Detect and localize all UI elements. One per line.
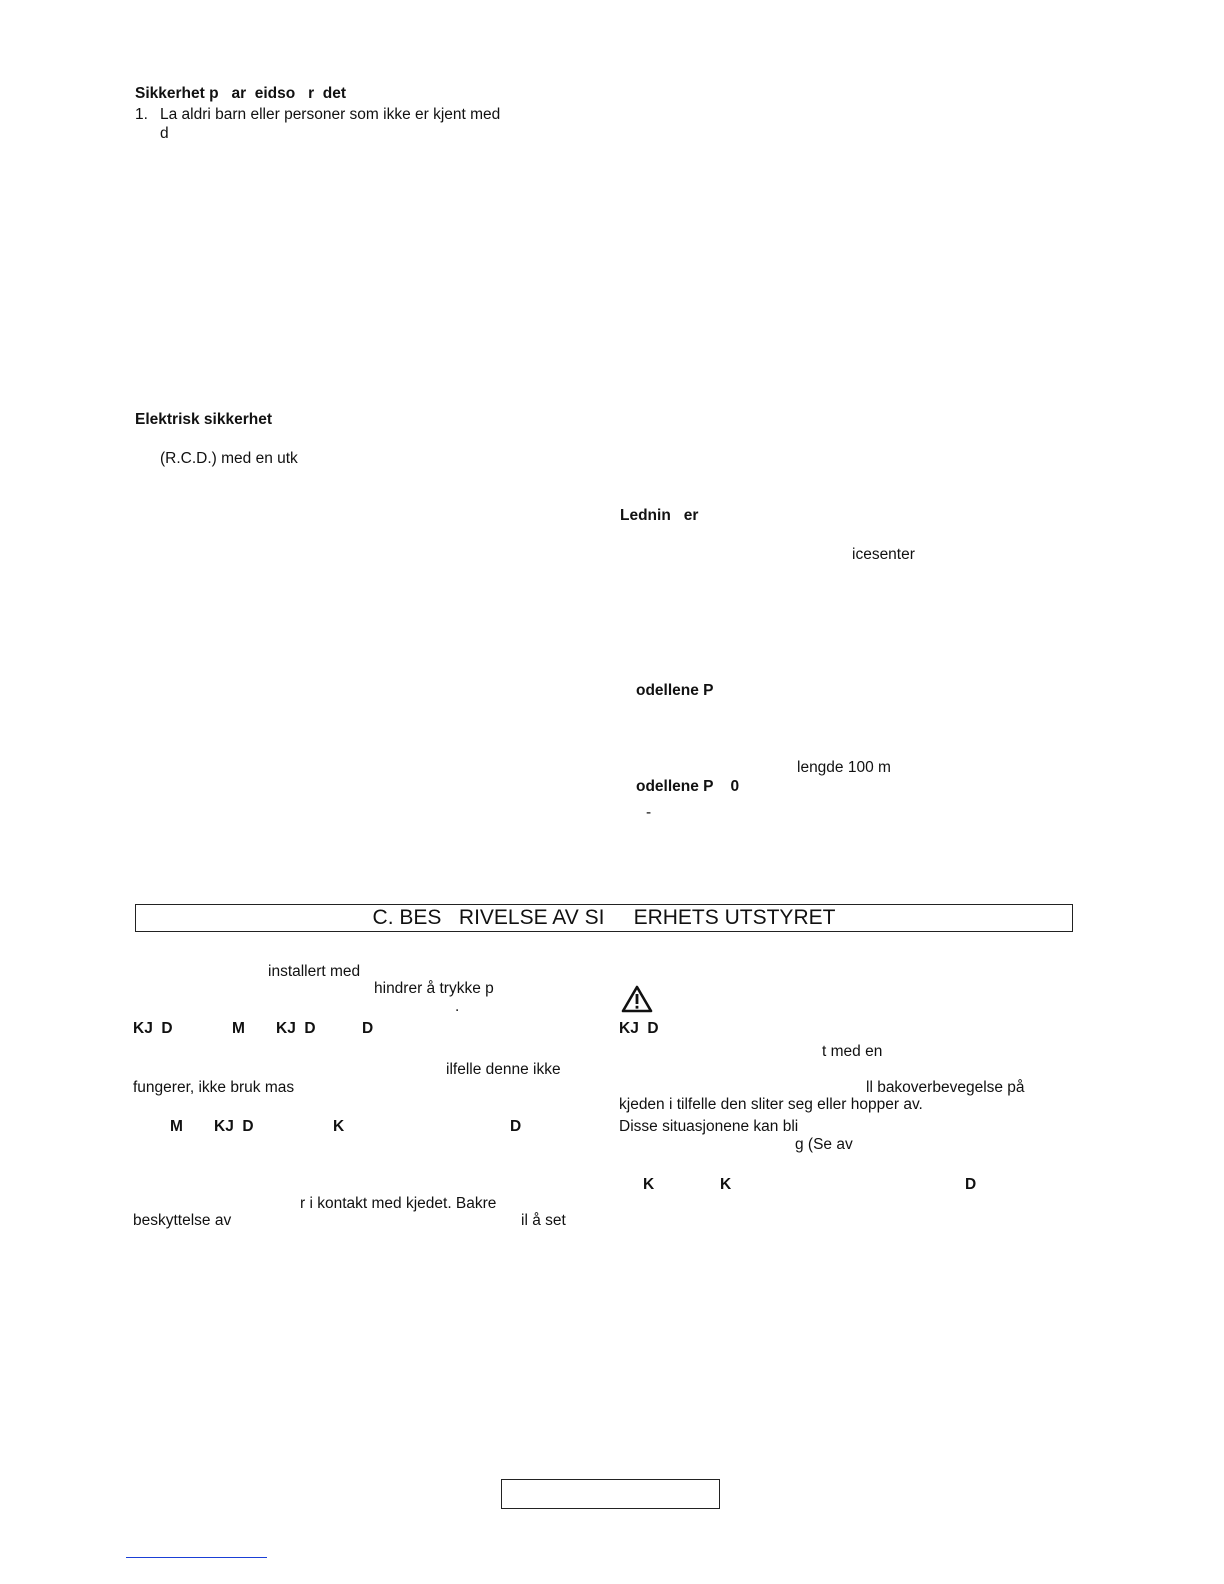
list-item-1-line-2: d [160, 125, 169, 142]
body-left-label-k-1: K [333, 1118, 345, 1135]
body-right-label-d: D [965, 1176, 977, 1193]
body-right-line-6: g (Se av [795, 1136, 853, 1153]
body-left-label-kjd-1: KJ D [133, 1020, 173, 1037]
cord-length-text: lengde 100 m [797, 759, 891, 776]
list-item-1-line-1: La aldri barn eller personer som ikke er kjent med [160, 106, 501, 123]
heading-electrical-safety: Elektrisk sikkerhet [135, 411, 273, 428]
heading-cords: Lednin er [620, 507, 699, 524]
body-left-line-9b: il å set [521, 1212, 566, 1229]
body-left-label-kjd-3: KJ D [214, 1118, 254, 1135]
body-left-line-1: installert med [268, 963, 361, 980]
footer-link-line[interactable] [126, 1557, 267, 1558]
body-left-line-5: ilfelle denne ikke [446, 1061, 561, 1078]
models-p-label-1: odellene P [636, 682, 714, 699]
service-center-text: icesenter [852, 546, 915, 563]
body-left-label-d-2: D [510, 1118, 522, 1135]
section-c-header-box [135, 904, 1073, 932]
body-left-line-3: . [455, 998, 460, 1015]
body-left-label-d-1: D [362, 1020, 374, 1037]
models-p-label-2: odellene P 0 [636, 778, 740, 795]
body-left-line-2: hindrer å trykke p [374, 980, 494, 997]
body-right-line-4: kjeden i tilfelle den sliter seg eller hopper av. [619, 1096, 923, 1113]
body-left-label-m-2: M [170, 1118, 183, 1135]
body-left-label-m-1: M [232, 1020, 245, 1037]
page-number-box [501, 1479, 720, 1509]
body-right-label-k-2: K [720, 1176, 732, 1193]
dash-mark: - [646, 804, 652, 821]
body-right-label-k-1: K [643, 1176, 655, 1193]
body-left-label-kjd-2: KJ D [276, 1020, 316, 1037]
rcd-text: (R.C.D.) med en utk [160, 450, 298, 467]
body-right-line-5: Disse situasjonene kan bli [619, 1118, 799, 1135]
body-left-line-6: fungerer, ikke bruk mas [133, 1079, 295, 1096]
body-right-line-2: t med en [822, 1043, 883, 1060]
section-c-title: C. BES RIVELSE AV SI ERHETS UTSTYRET [372, 906, 836, 929]
body-right-label-kjd: KJ D [619, 1020, 659, 1037]
body-left-line-9a: beskyttelse av [133, 1212, 232, 1229]
heading-workplace-safety: Sikkerhet p ar eidso r det [135, 85, 347, 102]
list-number-1: 1. [135, 106, 148, 123]
body-left-line-8: r i kontakt med kjedet. Bakre [300, 1195, 497, 1212]
warning-triangle-icon [621, 985, 653, 1013]
body-right-line-3: ll bakoverbevegelse på [866, 1079, 1025, 1096]
